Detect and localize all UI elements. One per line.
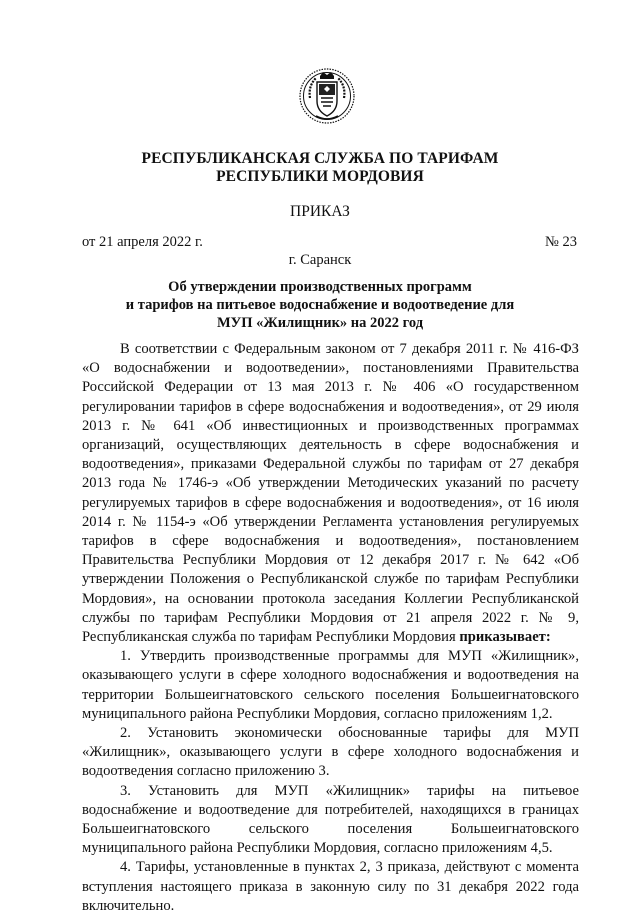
org-name-line1: РЕСПУБЛИКАНСКАЯ СЛУЖБА ПО ТАРИФАМ (141, 150, 499, 167)
document-type: ПРИКАЗ (290, 203, 350, 220)
item-3: 3. Установить для МУП «Жилищник» тарифы на питьевое водоснабжение и водоотведение для потребителей, находящихся в границах Большеигнатовского сельского поселения Большеигнатовского муниципального района Республики Мордовия, согласно приложениям 4,5. (82, 782, 579, 857)
orders-word: приказывает: (459, 629, 551, 646)
title-line1: Об утверждении производственных программ (168, 279, 472, 295)
item-2: 2. Установить экономически обоснованные тарифы для МУП «Жилищник», оказывающего услуги в сфере холодного водоснабжения и водоотведения согласно приложению 3. (82, 725, 579, 780)
order-date: от 21 апреля 2022 г. (82, 234, 203, 250)
mordovia-coat-of-arms-icon (298, 68, 356, 124)
preamble-paragraph (82, 340, 579, 647)
item-4: 4. Тарифы, установленные в пунктах 2, 3 приказа, действуют с момента вступления настоящего приказа в законную силу по 31 декабря 2022 года включительно. (82, 859, 579, 914)
order-number: № 23 (545, 234, 577, 250)
city: г. Саранск (288, 252, 352, 268)
title-line3: МУП «Жилищник» на 2022 год (216, 315, 424, 331)
title-line2: и тарифов на питьевое водоснабжение и водоотведение для (125, 297, 515, 313)
org-name-line2: РЕСПУБЛИКИ МОРДОВИЯ (216, 168, 424, 185)
preamble-text: В соответствии с Федеральным законом от 7 декабря 2011 г. № 416-ФЗ «О водоснабжении и водоотведении», постановлениями Правительства Российской Федерации от 13 мая 2013 г. № 406 «О государственном регулировании тарифов в сфере водоснабжения и водоотведения», от 29 июля 2013 г. № 641 «Об инвестиционных и производственных программах организаций, осуществляющих деятельность в сфере водоснабжения и водоотведения», приказами Федеральной службы по тарифам от 27 декабря 2013 года № 1746-э «Об утверждении Методических указаний по расчету регулируемых тарифов в сфере водоснабжения и водоотведения», от 16 июля 2014 г. № 1154-э «Об утверждении Регламента установления регулируемых тарифов в сфере водоснабжения и водоотведения», постановлением Правительства Республики Мордовия от 12 декабря 2017 г. № 642 «Об утверждении Положения о Республиканской службе по тарифам Республики Мордовия», на основании протокола заседания Коллегии Республиканской службы по тарифам Республики Мордовия от 21 апреля 2022 г. № 9, Республиканская служба по тарифам Республики Мордовия (82, 341, 579, 646)
item-1: 1. Утвердить производственные программы для МУП «Жилищник», оказывающего услуги в сфере холодного водоснабжения и водоотведения на территории Большеигнатовского сельского поселения Большеигнатовского муниципального района Республики Мордовия, согласно приложениям 1,2. (82, 648, 579, 722)
order-body (82, 340, 579, 916)
